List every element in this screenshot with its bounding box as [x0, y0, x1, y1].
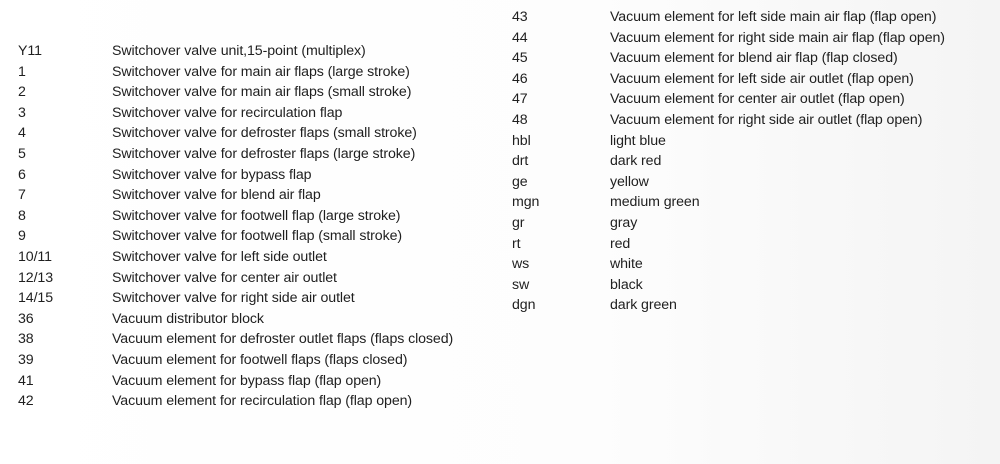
- legend-code: 7: [18, 187, 26, 204]
- legend-code: 3: [18, 104, 26, 121]
- legend-description: Vacuum element for blend air flap (flap closed): [610, 50, 898, 67]
- legend-description: Switchover valve for main air flaps (large stroke): [112, 63, 410, 80]
- legend-code: 43: [512, 9, 528, 25]
- legend-code: 2: [18, 84, 26, 101]
- legend-description: Switchover valve for bypass flap: [112, 166, 312, 183]
- legend-description: Switchover valve for footwell flap (large stroke): [112, 207, 401, 224]
- legend-row: [18, 62, 498, 83]
- legend-row: [512, 110, 992, 131]
- legend-description: Vacuum element for center air outlet (flap open): [610, 91, 905, 108]
- legend-row: [18, 41, 498, 62]
- legend-row: [18, 185, 498, 206]
- legend-description: medium green: [610, 194, 700, 211]
- legend-row: [512, 151, 992, 172]
- legend-description: Switchover valve for footwell flap (small stroke): [112, 228, 402, 245]
- legend-row: [18, 391, 498, 412]
- legend-row: [18, 103, 498, 124]
- legend-code: 38: [18, 331, 34, 348]
- legend-code: 10/11: [18, 248, 52, 265]
- legend-code: 45: [512, 50, 528, 67]
- legend-description: Vacuum distributor block: [112, 310, 264, 327]
- legend-description: dark red: [610, 153, 662, 170]
- legend-row: [18, 309, 498, 330]
- legend-description: Switchover valve for center air outlet: [112, 269, 337, 286]
- legend-code: 48: [512, 111, 528, 128]
- legend-row: [18, 206, 498, 227]
- legend-row: [18, 165, 498, 186]
- legend-code: 47: [512, 91, 528, 108]
- legend-code: 42: [18, 393, 34, 410]
- legend-description: Vacuum element for right side air outlet (flap open): [610, 111, 923, 128]
- legend-description: Vacuum element for right side main air flap (flap open): [610, 29, 945, 46]
- legend-row: [18, 247, 498, 268]
- legend-row: [512, 275, 992, 296]
- legend-description: red: [610, 235, 631, 252]
- legend-description: Vacuum element for recirculation flap (flap open): [112, 393, 413, 410]
- legend-row: [18, 329, 498, 350]
- legend-row: [18, 350, 498, 371]
- legend-code: gr: [512, 214, 525, 231]
- legend-row: [512, 192, 992, 213]
- legend-code: 41: [18, 372, 34, 389]
- legend-row: [18, 268, 498, 289]
- legend-code: 9: [18, 228, 26, 245]
- legend-row: [512, 172, 992, 193]
- legend-description: dark green: [610, 297, 677, 314]
- legend-code: 4: [18, 125, 26, 142]
- legend-code: 8: [18, 207, 26, 224]
- legend-column-left: [18, 41, 498, 412]
- legend-code: Y11: [18, 43, 42, 59]
- legend-description: Switchover valve for main air flaps (small stroke): [112, 84, 412, 101]
- legend-code: 36: [18, 310, 34, 327]
- legend-row: [512, 234, 992, 255]
- legend-code: 39: [18, 351, 34, 368]
- legend-row: [512, 7, 992, 28]
- legend-description: Vacuum element for left side main air flap (flap open): [610, 9, 937, 25]
- legend-code: 1: [18, 63, 26, 80]
- legend-code: 6: [18, 166, 26, 183]
- legend-row: [18, 371, 498, 392]
- legend-description: Switchover valve unit,15-point (multiplex): [112, 43, 366, 59]
- legend-description: yellow: [610, 173, 649, 190]
- legend-description: Switchover valve for defroster flaps (large stroke): [112, 145, 416, 162]
- legend-code: 12/13: [18, 269, 54, 286]
- legend-code: mgn: [512, 194, 540, 211]
- legend-description: white: [610, 256, 643, 273]
- legend-row: [18, 144, 498, 165]
- legend-row: [512, 254, 992, 275]
- legend-row: [512, 213, 992, 234]
- legend-row: [18, 226, 498, 247]
- legend-description: Switchover valve for right side air outlet: [112, 290, 355, 307]
- legend-column-right: [512, 7, 992, 316]
- legend-row: [18, 123, 498, 144]
- legend-code: 46: [512, 70, 528, 87]
- legend-description: gray: [610, 214, 638, 231]
- legend-row: [512, 28, 992, 49]
- legend-code: dgn: [512, 297, 536, 314]
- legend-description: Vacuum element for footwell flaps (flaps closed): [112, 351, 408, 368]
- legend-code: sw: [512, 276, 530, 293]
- legend-code: drt: [512, 153, 529, 170]
- legend-code: hbl: [512, 132, 531, 149]
- legend-code: ge: [512, 173, 528, 190]
- legend-description: Vacuum element for left side air outlet (flap open): [610, 70, 914, 87]
- legend-row: [512, 295, 992, 316]
- legend-row: [512, 69, 992, 90]
- legend-description: Vacuum element for defroster outlet flaps (flaps closed): [112, 331, 454, 348]
- legend-description: Switchover valve for recirculation flap: [112, 104, 343, 121]
- legend-row: [512, 48, 992, 69]
- legend-code: rt: [512, 235, 521, 252]
- legend-row: [18, 82, 498, 103]
- legend-description: light blue: [610, 132, 666, 149]
- legend-description: Switchover valve for left side outlet: [112, 248, 327, 265]
- legend-row: [512, 89, 992, 110]
- legend-code: 14/15: [18, 290, 54, 307]
- legend-description: Switchover valve for blend air flap: [112, 187, 321, 204]
- legend-code: 5: [18, 145, 26, 162]
- legend-code: ws: [512, 256, 530, 273]
- legend-code: 44: [512, 29, 528, 46]
- legend-row: [18, 288, 498, 309]
- legend-row: [512, 131, 992, 152]
- legend-description: black: [610, 276, 643, 293]
- legend-description: Switchover valve for defroster flaps (small stroke): [112, 125, 417, 142]
- legend-description: Vacuum element for bypass flap (flap open): [112, 372, 382, 389]
